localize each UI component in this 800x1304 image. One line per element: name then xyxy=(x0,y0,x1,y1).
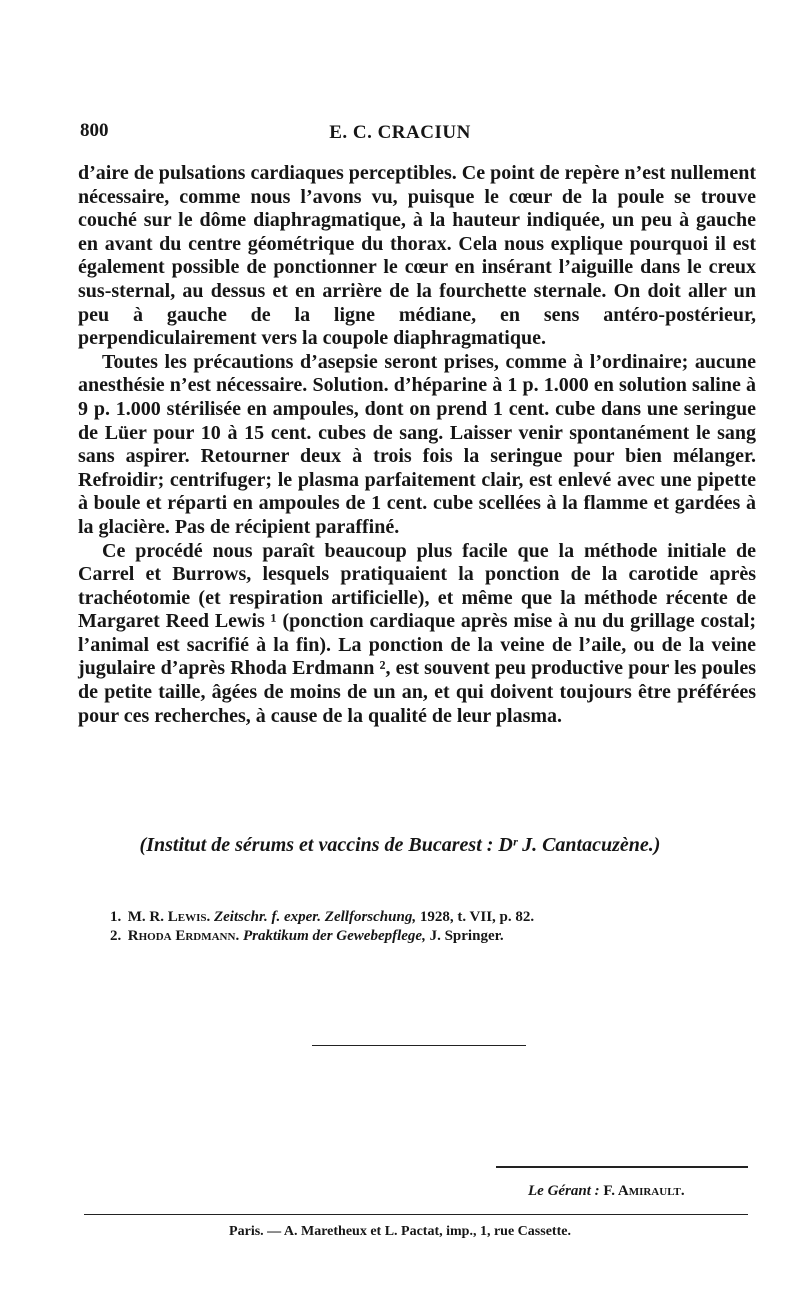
footnote-author: M. R. Lewis. xyxy=(127,909,211,925)
footnotes xyxy=(110,908,730,946)
paragraph: d’aire de pulsations cardiaques perceptibles. Ce point de repère n’est nullement nécessaire, comme nous l’avons vu, puisque le cœur de la poule se trouve couché sur le dôme diaphragmatique, à la hauteur indiquée, un peu à gauche en avant du centre géométrique du thorax. Cela nous explique pourquoi il est également possible de ponctionner le cœur en insérant l’aiguille dans le creux sus-sternal, au dessus et en arrière de la fourchette sternale. On doit aller un peu à gauche de la ligne médiane, en sens antéro-postérieur, perpendiculairement vers la coupole diaphragmatique. xyxy=(78,162,756,350)
footnote-work: Zeitschr. f. exper. Zellforschung, xyxy=(213,909,417,925)
paragraph: Toutes les précautions d’asepsie seront prises, comme à l’ordinaire; aucune anesthésie n’est nécessaire. Solution. d’héparine à 1 p. 1.000 en solution saline à 9 p. 1.000 stérilisée en ampoules, dont on prend 1 cent. cube dans une seringue de Lüer pour 10 à 15 cent. cubes de sang. Laisser venir spontanément le sang sans aspirer. Retourner deux à trois fois la seringue pour bien mélanger. Refroidir; centrifuger; le plasma parfaitement clair, est enlevé avec une pipette à boule et réparti en ampoules de 1 cent. cube scellées à la flamme et gardées à la glacière. Pas de récipient paraffiné. xyxy=(78,350,756,538)
running-head: E. C. CRACIUN xyxy=(329,122,471,143)
footnote-details: J. Springer. xyxy=(429,928,504,944)
paragraph: Ce procédé nous paraît beaucoup plus facile que la méthode initiale de Carrel et Burrows, lesquels pratiquaient la ponction de la carotide après trachéotomie (et respiration artificielle), et même que la méthode récente de Margaret Reed Lewis ¹ (ponction cardiaque après mise à nu du grillage costal; l’animal est sacrifié à la fin). La ponction de la veine de l’aile, ou de la veine jugulaire d’après Rhoda Erdmann ², est souvent peu productive pour les poules de petite taille, âgées de moins de un an, et qui doivent toujours être préférées pour ces recherches, à cause de la qualité de leur plasma. xyxy=(78,539,756,727)
gerant-name: F. Amirault. xyxy=(603,1183,685,1199)
body-text xyxy=(78,162,756,728)
footnote-details: 1928, t. VII, p. 82. xyxy=(419,909,535,925)
footnote-author: Rhoda Erdmann. xyxy=(127,928,240,944)
footnote-work: Praktikum der Gewebepflege, xyxy=(242,928,426,944)
gerant-line xyxy=(528,1183,685,1200)
imprint: Paris. — A. Maretheux et L. Pactat, imp., 1, rue Cassette. xyxy=(229,1224,571,1239)
footnote-number: 2. xyxy=(110,928,122,944)
center-divider xyxy=(312,1045,526,1046)
footnote xyxy=(110,908,730,927)
footnote xyxy=(110,927,730,946)
footnote-number: 1. xyxy=(110,909,122,925)
institution-note: (Institut de sérums et vaccins de Bucarest : Dʳ J. Cantacuzène.) xyxy=(139,834,661,856)
page-number: 800 xyxy=(80,120,109,141)
imprint-divider xyxy=(84,1214,748,1215)
gerant-divider xyxy=(496,1166,748,1168)
gerant-label: Le Gérant : xyxy=(528,1183,600,1199)
